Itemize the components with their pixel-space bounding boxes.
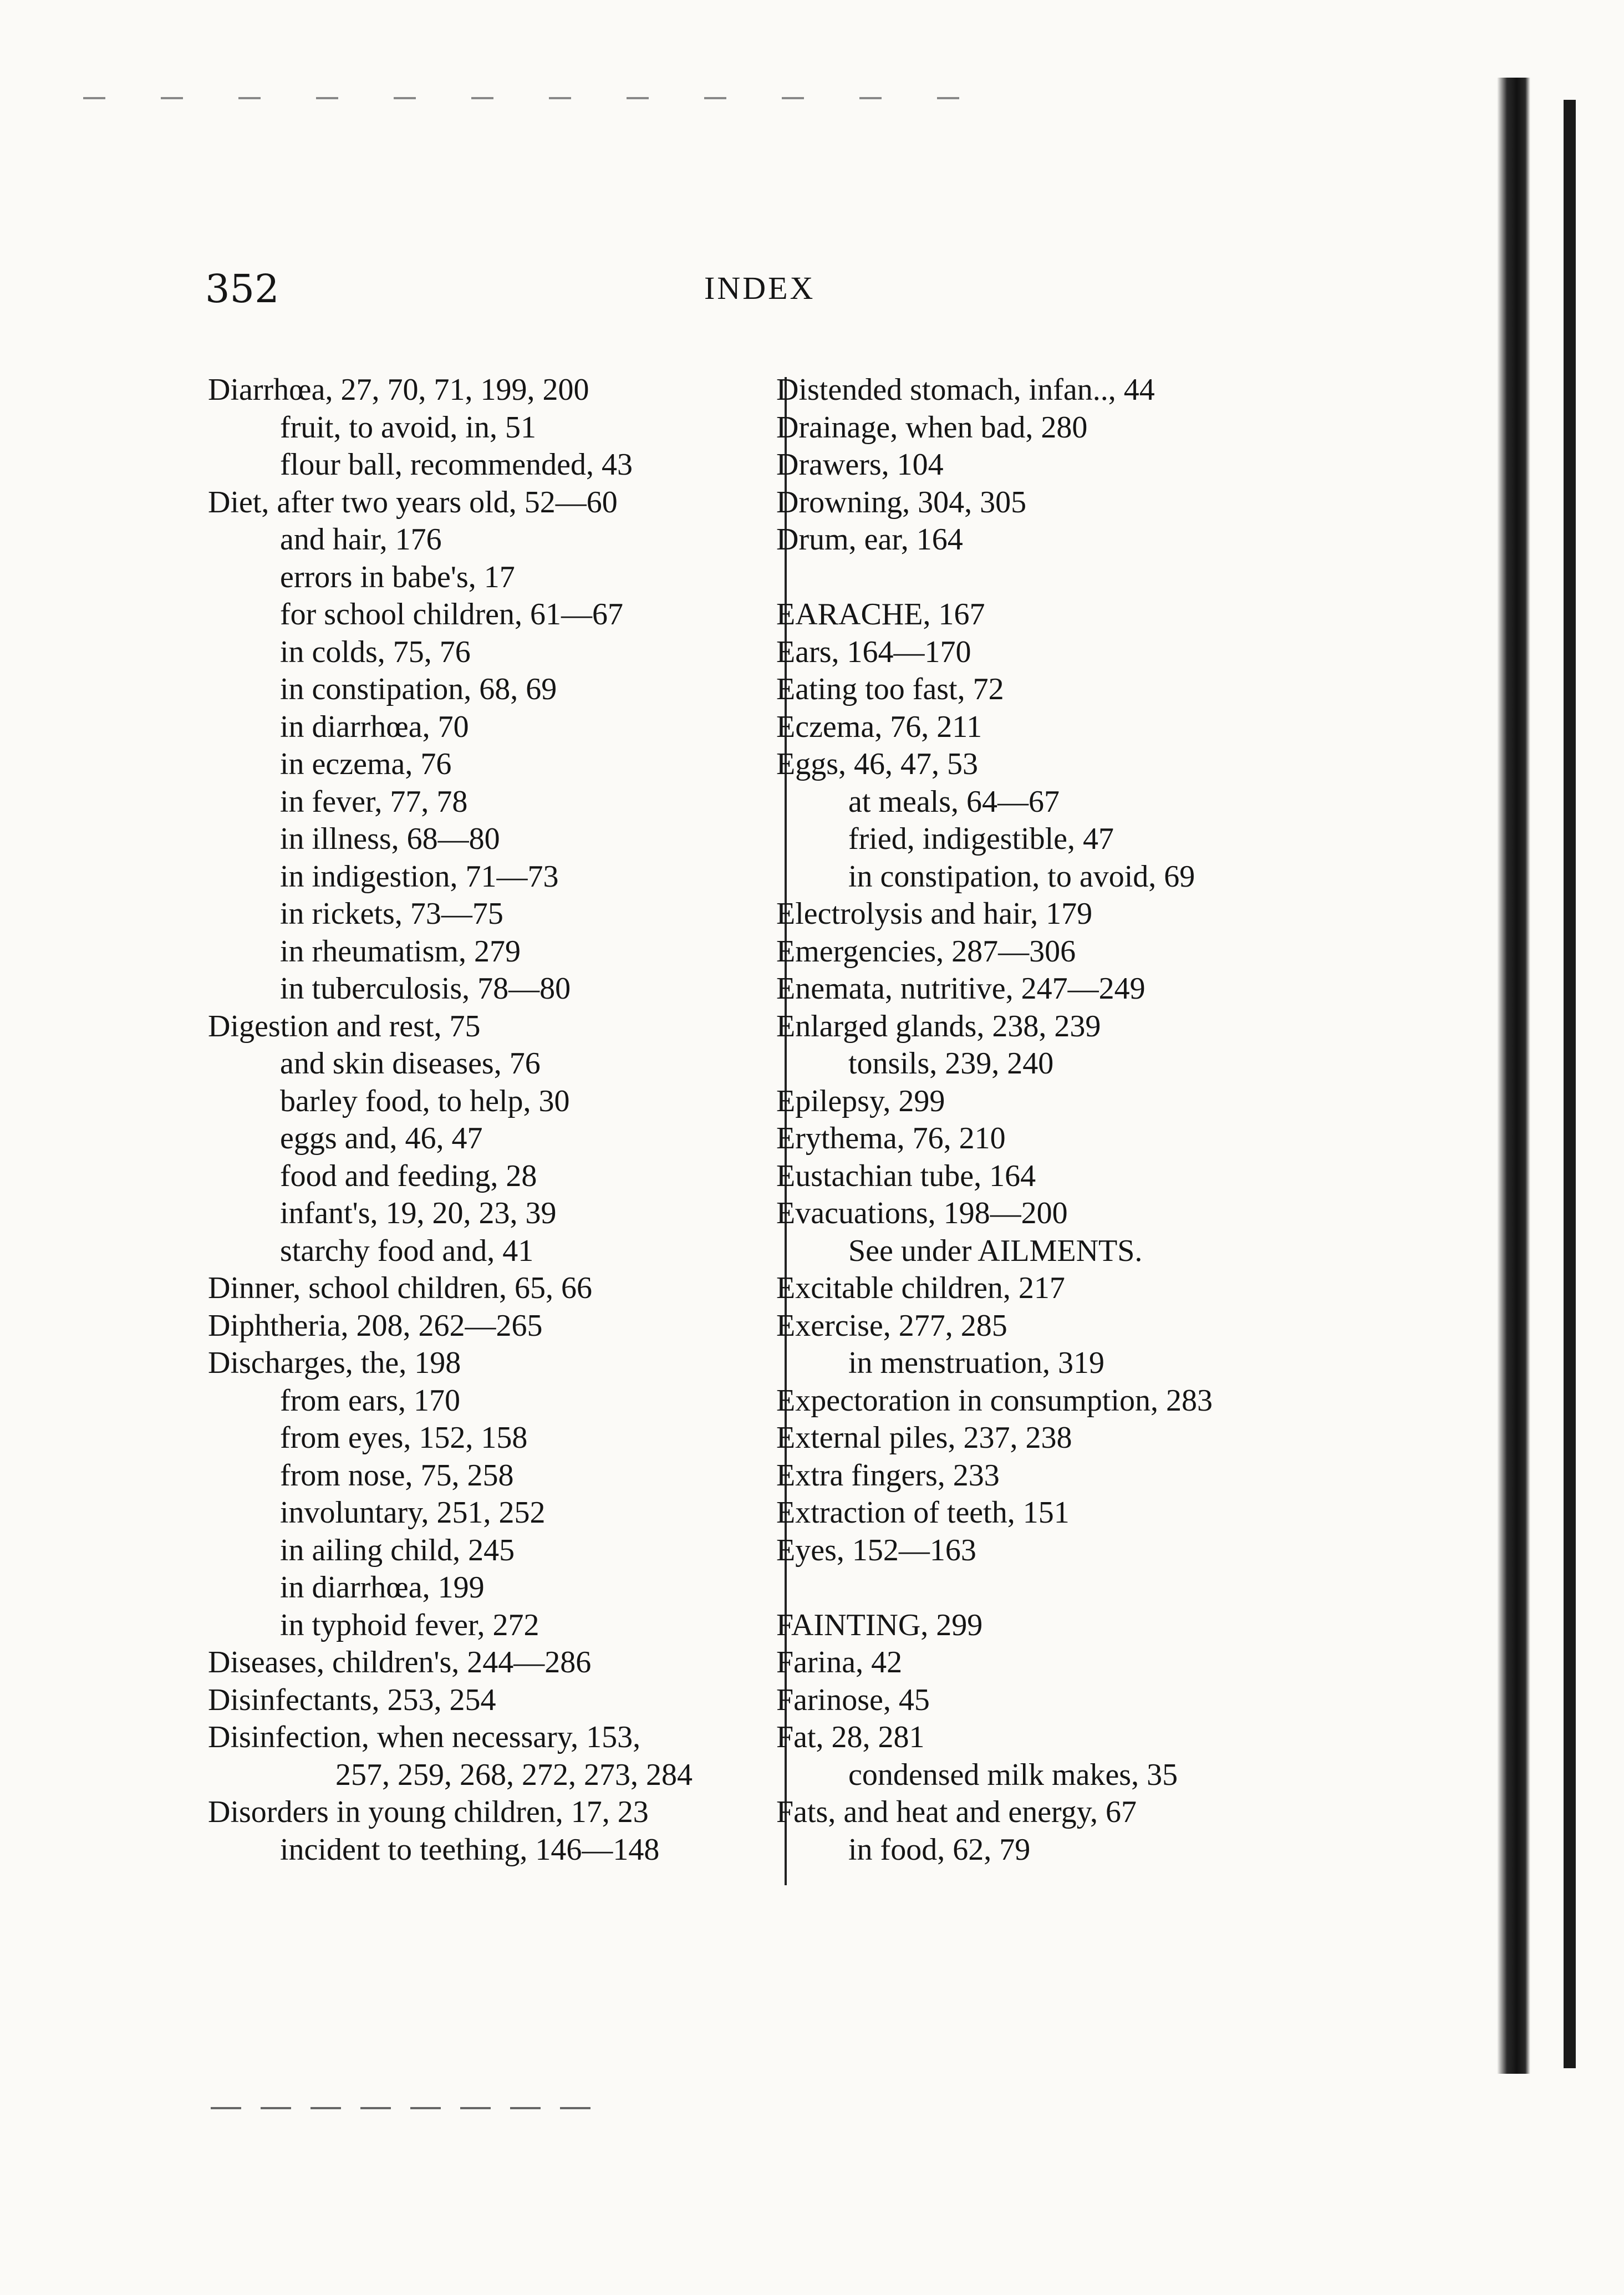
index-entry: Farinose, 45 xyxy=(776,1682,930,1717)
index-entry: Enemata, nutritive, 247—249 xyxy=(776,971,1146,1006)
index-subentry: in menstruation, 319 xyxy=(848,1346,1104,1380)
index-subentry: condensed milk makes, 35 xyxy=(848,1757,1178,1792)
index-subentry: in food, 62, 79 xyxy=(848,1832,1031,1867)
index-entry: Disorders in young children, 17, 23 xyxy=(208,1795,649,1829)
index-entry: Drawers, 104 xyxy=(776,447,944,482)
index-entry: Erythema, 76, 210 xyxy=(776,1121,1006,1156)
index-subentry: and hair, 176 xyxy=(280,522,442,557)
index-subentry: infant's, 19, 20, 23, 39 xyxy=(280,1196,557,1230)
index-entry: Enlarged glands, 238, 239 xyxy=(776,1009,1101,1044)
index-entry: Eggs, 46, 47, 53 xyxy=(776,747,978,781)
index-entry: Drainage, when bad, 280 xyxy=(776,410,1088,445)
index-subentry: eggs and, 46, 47 xyxy=(280,1121,483,1156)
index-entry: Discharges, the, 198 xyxy=(208,1346,461,1380)
index-entry: Epilepsy, 299 xyxy=(776,1083,945,1118)
index-gap xyxy=(776,559,1342,597)
index-entry: Exercise, 277, 285 xyxy=(776,1308,1007,1343)
index-subentry: involuntary, 251, 252 xyxy=(280,1495,546,1530)
index-entry: Ears, 164—170 xyxy=(776,634,971,669)
index-subentry: in illness, 68—80 xyxy=(280,822,500,856)
running-head: INDEX xyxy=(704,270,816,306)
index-entry: Eating too fast, 72 xyxy=(776,672,1004,706)
index-subentry: for school children, 61—67 xyxy=(280,597,623,632)
index-subentry: in constipation, 68, 69 xyxy=(280,672,557,706)
index-subentry: in rickets, 73—75 xyxy=(280,897,503,931)
index-entry: Eczema, 76, 211 xyxy=(776,709,982,744)
index-entry: Diseases, children's, 244—286 xyxy=(208,1645,592,1680)
index-entry: Diarrhœa, 27, 70, 71, 199, 200 xyxy=(208,373,589,407)
index-entry: Excitable children, 217 xyxy=(776,1271,1065,1305)
index-entry: Drowning, 304, 305 xyxy=(776,485,1027,520)
index-entry: Expectoration in consumption, 283 xyxy=(776,1383,1213,1418)
index-entry: Electrolysis and hair, 179 xyxy=(776,897,1093,931)
index-entry: Drum, ear, 164 xyxy=(776,522,963,557)
index-subentry: tonsils, 239, 240 xyxy=(848,1046,1054,1081)
index-gap xyxy=(776,1569,1342,1607)
index-entry: Digestion and rest, 75 xyxy=(208,1009,481,1044)
index-subentry: 257, 259, 268, 272, 273, 284 xyxy=(335,1757,693,1792)
index-entry: Diphtheria, 208, 262—265 xyxy=(208,1308,543,1343)
index-subentry: in diarrhœa, 199 xyxy=(280,1570,485,1605)
index-entry: Eustachian tube, 164 xyxy=(776,1158,1036,1193)
index-entry: Fat, 28, 281 xyxy=(776,1720,925,1754)
index-entry: Fats, and heat and energy, 67 xyxy=(776,1795,1137,1829)
index-subentry: See under AILMENTS. xyxy=(848,1233,1143,1268)
index-subentry: fried, indigestible, 47 xyxy=(848,822,1114,856)
index-column-left xyxy=(208,372,779,1869)
index-subentry: in colds, 75, 76 xyxy=(280,634,471,669)
index-subentry: from ears, 170 xyxy=(280,1383,461,1418)
index-subentry: in diarrhœa, 70 xyxy=(280,709,469,744)
index-entry: Extra fingers, 233 xyxy=(776,1458,1000,1493)
index-entry: Disinfection, when necessary, 153, xyxy=(208,1720,641,1754)
index-subentry: barley food, to help, 30 xyxy=(280,1083,570,1118)
index-entry: Disinfectants, 253, 254 xyxy=(208,1682,496,1717)
index-column-right xyxy=(776,372,1342,1869)
scan-binding-shadow xyxy=(1497,78,1530,2074)
scan-page-edge xyxy=(1564,100,1576,2068)
index-entry: Eyes, 152—163 xyxy=(776,1533,976,1568)
index-entry: Extraction of teeth, 151 xyxy=(776,1495,1070,1530)
index-entry: Diet, after two years old, 52—60 xyxy=(208,485,618,520)
page-header xyxy=(205,266,843,311)
index-entry: FAINTING, 299 xyxy=(776,1607,983,1642)
index-subentry: in fever, 77, 78 xyxy=(280,784,468,819)
index-subentry: in ailing child, 245 xyxy=(280,1533,515,1568)
index-subentry: in typhoid fever, 272 xyxy=(280,1607,539,1642)
index-subentry: errors in babe's, 17 xyxy=(280,559,515,594)
scan-dash-top xyxy=(83,97,970,99)
index-subentry: in rheumatism, 279 xyxy=(280,934,521,969)
index-subentry: and skin diseases, 76 xyxy=(280,1046,541,1081)
index-entry: External piles, 237, 238 xyxy=(776,1421,1072,1455)
index-subentry: in eczema, 76 xyxy=(280,747,452,781)
index-subentry: in tuberculosis, 78—80 xyxy=(280,971,571,1006)
index-subentry: starchy food and, 41 xyxy=(280,1233,534,1268)
page-number: 352 xyxy=(205,266,279,312)
index-subentry: in indigestion, 71—73 xyxy=(280,859,559,894)
index-subentry: from nose, 75, 258 xyxy=(280,1458,514,1493)
index-subentry: flour ball, recommended, 43 xyxy=(280,447,633,482)
index-subentry: at meals, 64—67 xyxy=(848,784,1060,819)
index-entry: Dinner, school children, 65, 66 xyxy=(208,1271,592,1305)
index-subentry: incident to teething, 146—148 xyxy=(280,1832,660,1867)
index-entry: EARACHE, 167 xyxy=(776,597,985,632)
index-subentry: food and feeding, 28 xyxy=(280,1158,537,1193)
index-subentry: in constipation, to avoid, 69 xyxy=(848,859,1195,894)
index-subentry: from eyes, 152, 158 xyxy=(280,1421,528,1455)
index-entry: Farina, 42 xyxy=(776,1645,903,1680)
index-entry: Evacuations, 198—200 xyxy=(776,1196,1068,1230)
index-subentry: fruit, to avoid, in, 51 xyxy=(280,410,536,445)
index-entry: Emergencies, 287—306 xyxy=(776,934,1076,969)
index-entry: Distended stomach, infan.., 44 xyxy=(776,373,1155,407)
scan-dash-bottom xyxy=(211,2107,610,2109)
